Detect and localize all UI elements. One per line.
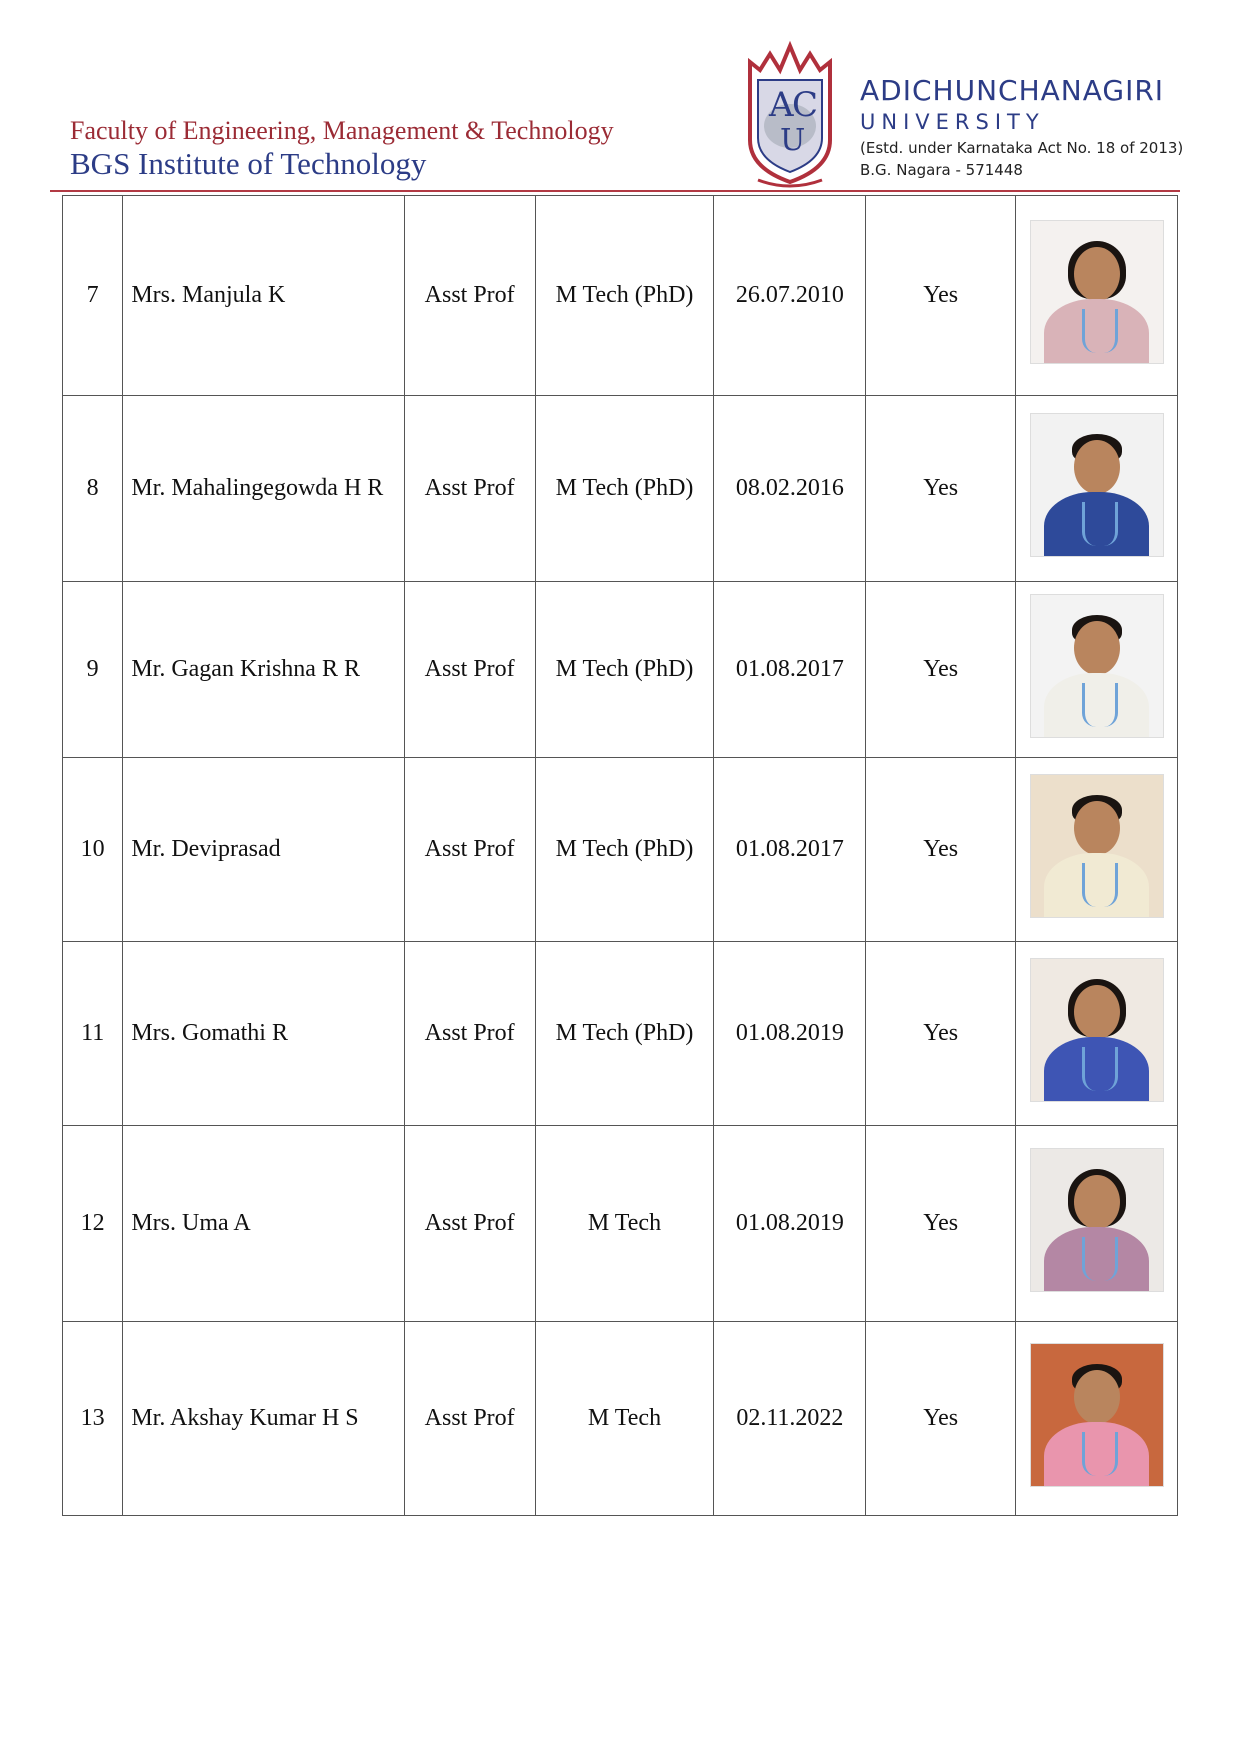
photo-lanyard <box>1082 1432 1118 1476</box>
designation-cell: Asst Prof <box>404 1126 535 1322</box>
table-row <box>63 758 1178 942</box>
staff-photo <box>1030 413 1164 557</box>
table-row <box>63 196 1178 396</box>
staff-table <box>62 195 1178 1516</box>
photo-cell <box>1016 582 1178 758</box>
qualification-cell: M Tech <box>535 1126 714 1322</box>
staff-photo <box>1030 220 1164 364</box>
joining-date-cell: 08.02.2016 <box>714 396 866 582</box>
page-header <box>0 0 1241 200</box>
designation-cell: Asst Prof <box>404 942 535 1126</box>
staff-photo <box>1030 1343 1164 1487</box>
staff-photo <box>1030 1148 1164 1292</box>
photo-lanyard <box>1082 1237 1118 1281</box>
joining-date-cell: 01.08.2017 <box>714 582 866 758</box>
staff-name-cell: Mr. Deviprasad <box>123 758 405 942</box>
serial-number-cell: 13 <box>63 1322 123 1516</box>
photo-face <box>1074 440 1120 494</box>
joining-date-cell: 02.11.2022 <box>714 1322 866 1516</box>
serial-number-cell: 11 <box>63 942 123 1126</box>
staff-name-cell: Mr. Mahalingegowda H R <box>123 396 405 582</box>
status-cell: Yes <box>866 1126 1016 1322</box>
table-row <box>63 396 1178 582</box>
university-name: ADICHUNCHANAGIRI <box>860 74 1165 107</box>
university-established: (Estd. under Karnataka Act No. 18 of 2013) <box>860 139 1184 157</box>
qualification-cell: M Tech (PhD) <box>535 196 714 396</box>
photo-lanyard <box>1082 1047 1118 1091</box>
status-cell: Yes <box>866 1322 1016 1516</box>
designation-cell: Asst Prof <box>404 758 535 942</box>
status-cell: Yes <box>866 582 1016 758</box>
qualification-cell: M Tech <box>535 1322 714 1516</box>
staff-name-cell: Mrs. Uma A <box>123 1126 405 1322</box>
photo-cell <box>1016 196 1178 396</box>
faculty-title: Faculty of Engineering, Management & Technology <box>70 116 614 145</box>
joining-date-cell: 01.08.2017 <box>714 758 866 942</box>
table-row <box>63 1126 1178 1322</box>
qualification-cell: M Tech (PhD) <box>535 582 714 758</box>
photo-face <box>1074 985 1120 1039</box>
table-row <box>63 582 1178 758</box>
photo-face <box>1074 801 1120 855</box>
status-cell: Yes <box>866 196 1016 396</box>
photo-face <box>1074 1370 1120 1424</box>
photo-face <box>1074 1175 1120 1229</box>
joining-date-cell: 01.08.2019 <box>714 1126 866 1322</box>
photo-face <box>1074 247 1120 301</box>
photo-cell <box>1016 1322 1178 1516</box>
photo-cell <box>1016 396 1178 582</box>
serial-number-cell: 9 <box>63 582 123 758</box>
svg-text:U: U <box>780 123 806 158</box>
staff-photo <box>1030 958 1164 1102</box>
serial-number-cell: 8 <box>63 396 123 582</box>
svg-text:C: C <box>792 85 819 125</box>
table-row <box>63 942 1178 1126</box>
svg-text:A: A <box>769 85 794 125</box>
staff-name-cell: Mrs. Gomathi R <box>123 942 405 1126</box>
serial-number-cell: 10 <box>63 758 123 942</box>
staff-name-cell: Mr. Gagan Krishna R R <box>123 582 405 758</box>
qualification-cell: M Tech (PhD) <box>535 942 714 1126</box>
photo-cell <box>1016 1126 1178 1322</box>
staff-name-cell: Mrs. Manjula K <box>123 196 405 396</box>
designation-cell: Asst Prof <box>404 396 535 582</box>
serial-number-cell: 12 <box>63 1126 123 1322</box>
serial-number-cell: 7 <box>63 196 123 396</box>
photo-cell <box>1016 942 1178 1126</box>
status-cell: Yes <box>866 942 1016 1126</box>
staff-name-cell: Mr. Akshay Kumar H S <box>123 1322 405 1516</box>
qualification-cell: M Tech (PhD) <box>535 758 714 942</box>
designation-cell: Asst Prof <box>404 582 535 758</box>
designation-cell: Asst Prof <box>404 196 535 396</box>
university-crest-icon <box>740 40 840 190</box>
staff-photo <box>1030 594 1164 738</box>
joining-date-cell: 01.08.2019 <box>714 942 866 1126</box>
university-word: UNIVERSITY <box>860 110 1045 134</box>
header-rule <box>50 190 1180 192</box>
staff-photo <box>1030 774 1164 918</box>
designation-cell: Asst Prof <box>404 1322 535 1516</box>
institute-title: BGS Institute of Technology <box>70 146 427 181</box>
status-cell: Yes <box>866 396 1016 582</box>
qualification-cell: M Tech (PhD) <box>535 396 714 582</box>
photo-lanyard <box>1082 683 1118 727</box>
joining-date-cell: 26.07.2010 <box>714 196 866 396</box>
photo-lanyard <box>1082 863 1118 907</box>
university-address: B.G. Nagara - 571448 <box>860 161 1023 179</box>
status-cell: Yes <box>866 758 1016 942</box>
table-row <box>63 1322 1178 1516</box>
photo-lanyard <box>1082 309 1118 353</box>
photo-face <box>1074 621 1120 675</box>
photo-cell <box>1016 758 1178 942</box>
photo-lanyard <box>1082 502 1118 546</box>
